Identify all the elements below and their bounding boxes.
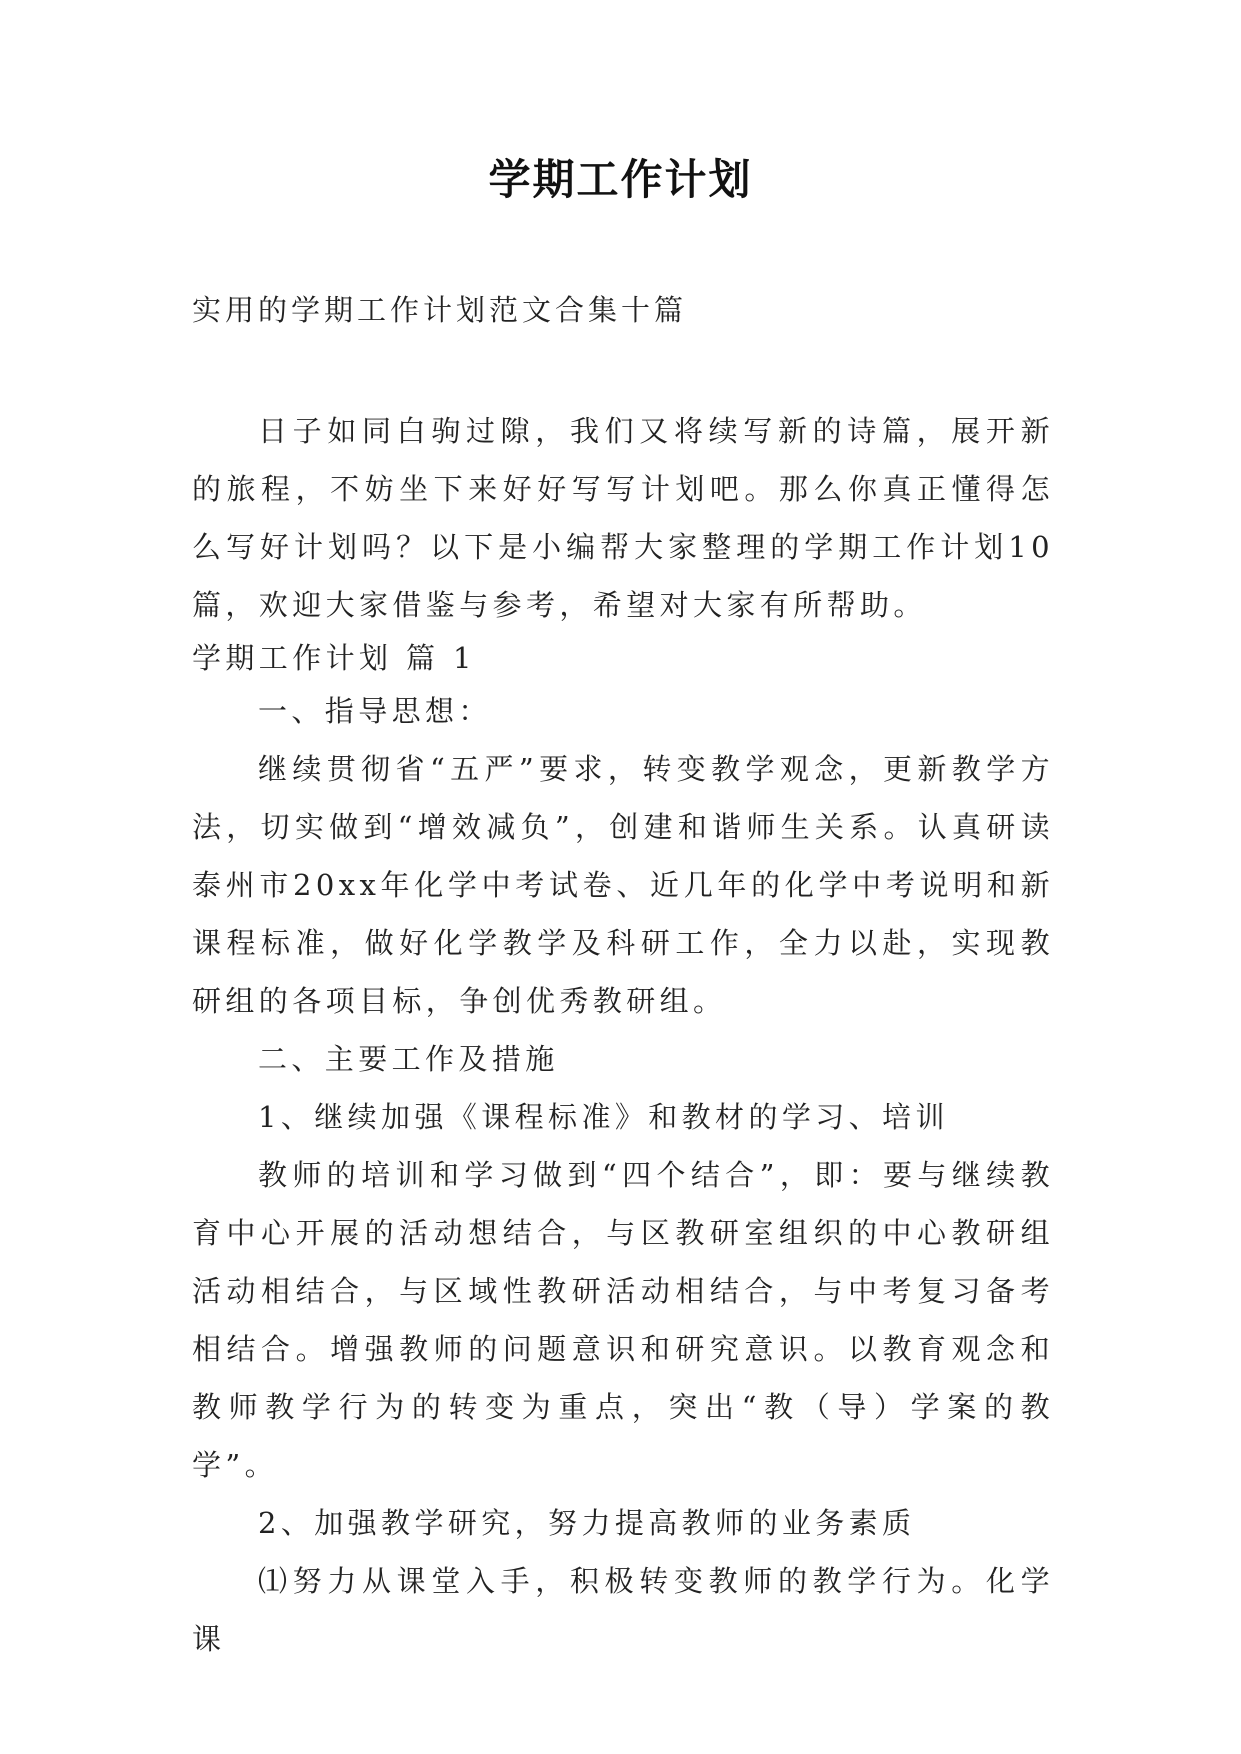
section-heading-guiding-ideology: 一、指导思想： [258, 694, 492, 728]
section-heading-main-work: 二、主要工作及措施 [258, 1042, 559, 1076]
document-body [192, 402, 1054, 1668]
document-subtitle: 实用的学期工作计划范文合集十篇 [192, 293, 688, 327]
subsection-heading-teaching-research: 2、加强教学研究，努力提高教师的业务素质 [258, 1506, 916, 1540]
document-title: 学期工作计划 [488, 155, 753, 204]
body-paragraph: ⑴努力从课堂入手，积极转变教师的教学行为。化学课 [192, 1564, 1054, 1656]
section-heading-part-1: 学期工作计划 篇 1 [192, 641, 476, 675]
body-paragraph: 继续贯彻省“五严”要求，转变教学观念，更新教学方法，切实做到“增效减负”，创建和谐师生关系。认真研读泰州市20xx年化学中考试卷、近几年的化学中考说明和新课程标准，做好化学教学及科研工作，全力以赴，实现教研组的各项目标，争创优秀教研组。 [192, 752, 1054, 1018]
subsection-heading-curriculum: 1、继续加强《课程标准》和教材的学习、培训 [258, 1100, 949, 1134]
intro-paragraph: 日子如同白驹过隙，我们又将续写新的诗篇，展开新的旅程，不妨坐下来好好写写计划吧。那么你真正懂得怎么写好计划吗？以下是小编帮大家整理的学期工作计划10篇，欢迎大家借鉴与参考，希望对大家有所帮助。 [192, 414, 1054, 622]
body-paragraph: 教师的培训和学习做到“四个结合”，即：要与继续教育中心开展的活动想结合，与区教研室组织的中心教研组活动相结合，与区域性教研活动相结合，与中考复习备考相结合。增强教师的问题意识和研究意识。以教育观念和教师教学行为的转变为重点，突出“教（导）学案的教学”。 [192, 1158, 1054, 1482]
